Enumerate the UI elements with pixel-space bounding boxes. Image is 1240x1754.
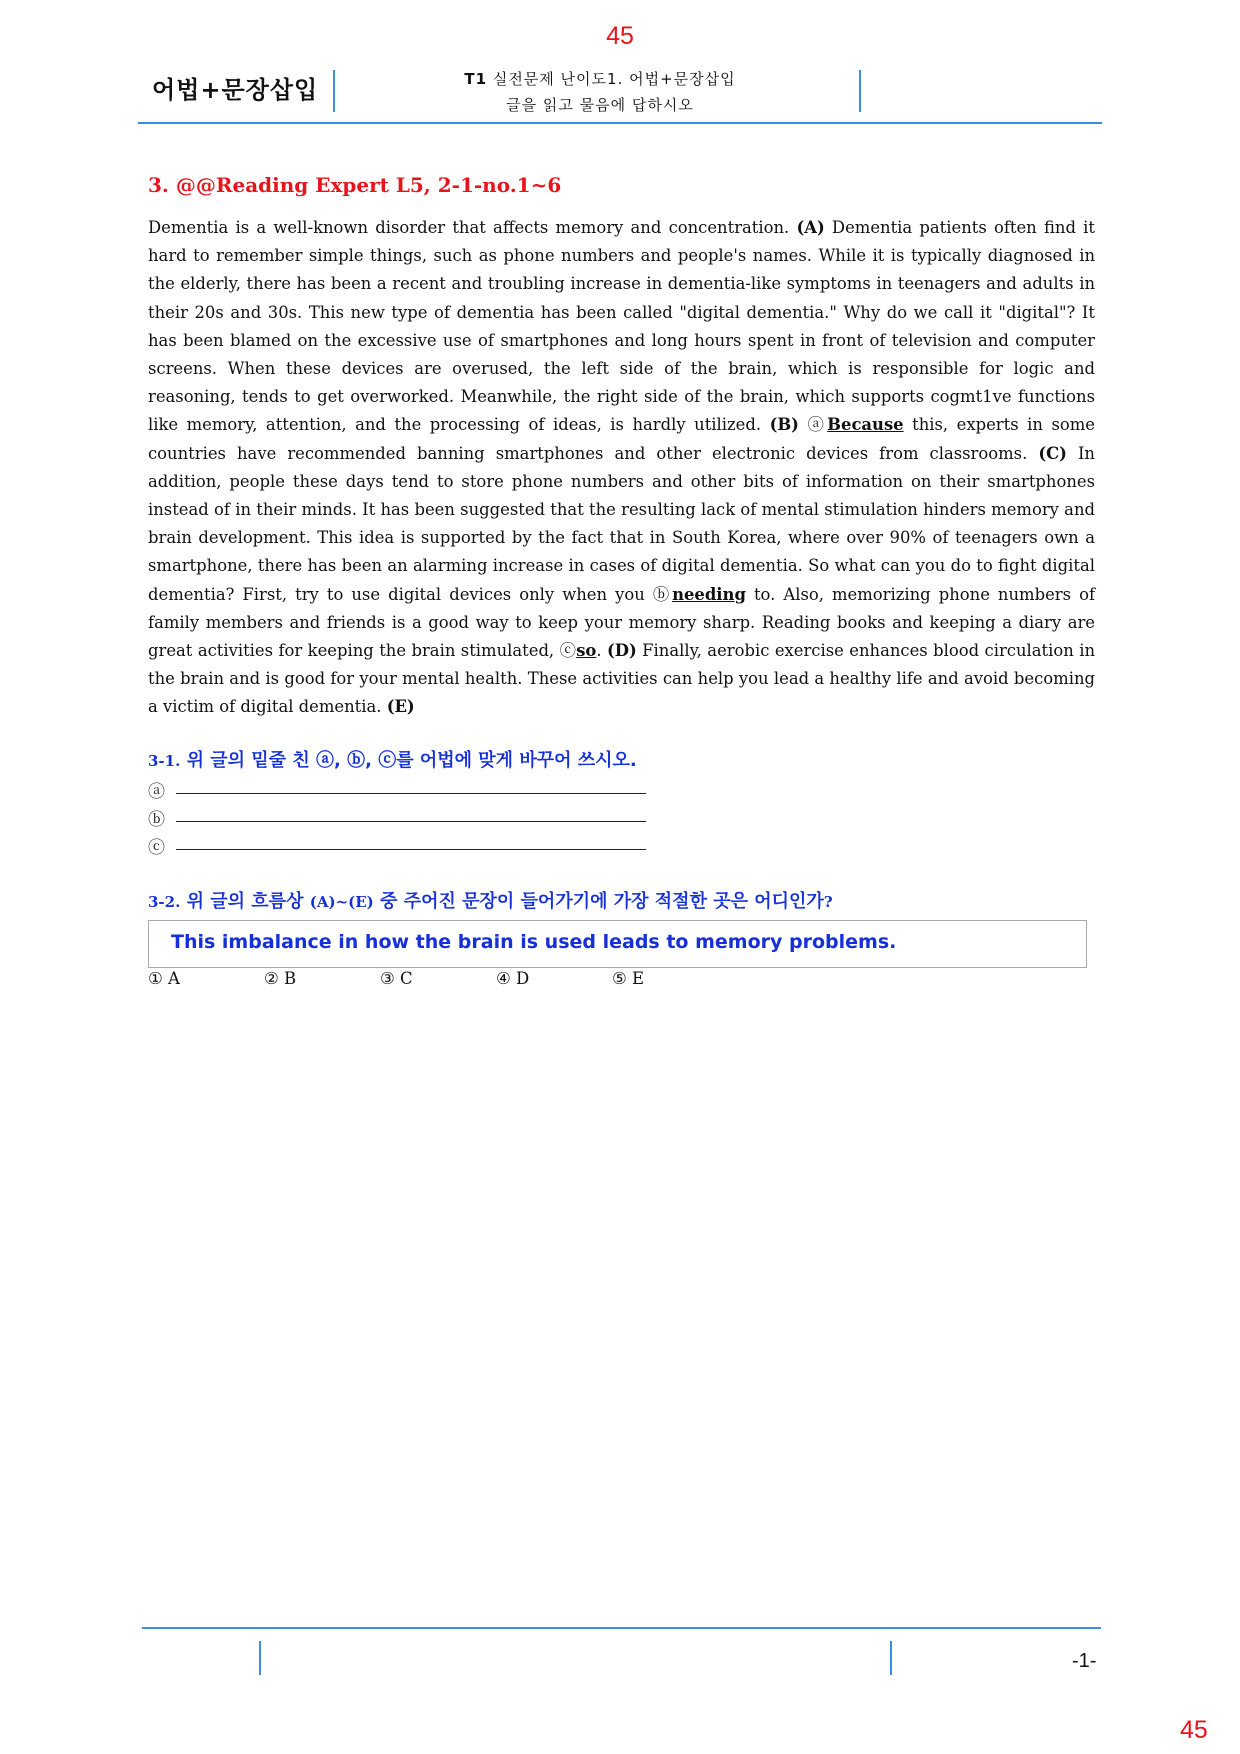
page-number-bottom: 45 [1180,1716,1208,1744]
circle-b: ⓑ [652,584,673,604]
marker-B: (B) [769,415,799,435]
header-subtitle [336,66,864,118]
circle-c: ⓒ [559,641,577,661]
sub-question-1: 3-1. 위 글의 밑줄 친 ⓐ, ⓑ, ⓒ를 어법에 맞게 바꾸어 쓰시오. [148,750,637,771]
footer-divider-right [890,1641,892,1675]
option-4[interactable]: ④ D [496,969,530,988]
reading-passage: Dementia is a well-known disorder that affects memory and concentration. (A) Dementia patients often find it hard to remember simple things, such as phone numbers and people's names. While it is typically diagnosed in the elderly, there has been a recent and troubling increase in dementia-like symptoms in teenagers and adults in their 20s and 30s. This new type of dementia has been called "digital dementia." Why do we call it "digital"? It has been blamed on the excessive use of smartphones and long hours spent in front of television and computer screens. When these devices are overused, the left side of the brain, which is responsible for logic and reasoning, tends to get overworked. Meanwhile, the right side of the brain, which supports cogmt1ve functions like memory, attention, and the processing of ideas, is hardly utilized. (B) ⓐBecause this, experts in some countries have recommended banning smartphones and other electronic devices from classrooms. (C) In addition, people these days tend to store phone numbers and other bits of information on their smartphones instead of in their minds. It has been suggested that the resulting lack of mental stimulation hinders memory and brain development. This idea is supported by the fact that in South Korea, where over 90% of teenagers own a smartphone, there has been an alarming increase in cases of digital dementia. So what can you do to fight digital dementia? First, try to use digital devices only when you ⓑneeding to. Also, memorizing phone numbers of family members and friends is a good way to keep your memory sharp. Reading books and keeping a diary are great activities for keeping the brain stimulated, ⓒso. (D) Finally, aerobic exercise enhances blood circulation in the brain and is good for your mental health. These activities can help you lead a healthy life and avoid becoming a victim of digital dementia. (E) [148,218,1096,717]
answer-line-a[interactable]: ⓐ [148,777,165,802]
option-1[interactable]: ① A [148,969,180,988]
marker-C: (C) [1038,443,1067,463]
footer-rule [142,1627,1101,1629]
page-number-top: 45 [606,22,634,50]
option-5[interactable]: ⑤ E [612,969,645,988]
header-subtitle-line2: 글을 읽고 물음에 답하시오 [506,96,694,114]
footer-page-label: -1- [1072,1650,1097,1672]
underlined-word-b: needing [672,584,746,604]
option-3[interactable]: ③ C [380,969,413,988]
header-divider-left [333,70,335,112]
answer-line-b[interactable]: ⓑ [148,805,165,830]
marker-A: (A) [796,218,825,237]
sub-question-2: 3-2. 위 글의 흐름상 (A)~(E) 중 주어진 문장이 들어가기에 가장 적절한 곳은 어디인가? [148,891,833,912]
header-subtitle-line1: T1 실전문제 난이도1. 어법+문장삽입 [464,70,736,88]
underlined-word-c: so [576,641,597,661]
header-divider-right [859,70,861,112]
underlined-word-a: Because [827,415,904,435]
footer-divider-left [259,1641,261,1675]
given-sentence: This imbalance in how the brain is used leads to memory problems. [171,931,897,953]
header-rule [138,122,1102,124]
header-title: 어법+문장삽입 [152,76,319,104]
marker-D: (D) [607,641,637,661]
answer-line-c[interactable]: ⓒ [148,833,165,858]
question-title: 3. @@Reading Expert L5, 2-1-no.1~6 [148,173,562,197]
header-subtitle-tag: T1 [464,70,488,88]
given-sentence-box [148,920,1087,968]
option-2[interactable]: ② B [264,969,297,988]
marker-E: (E) [386,697,415,717]
circle-a: ⓐ [807,415,828,435]
